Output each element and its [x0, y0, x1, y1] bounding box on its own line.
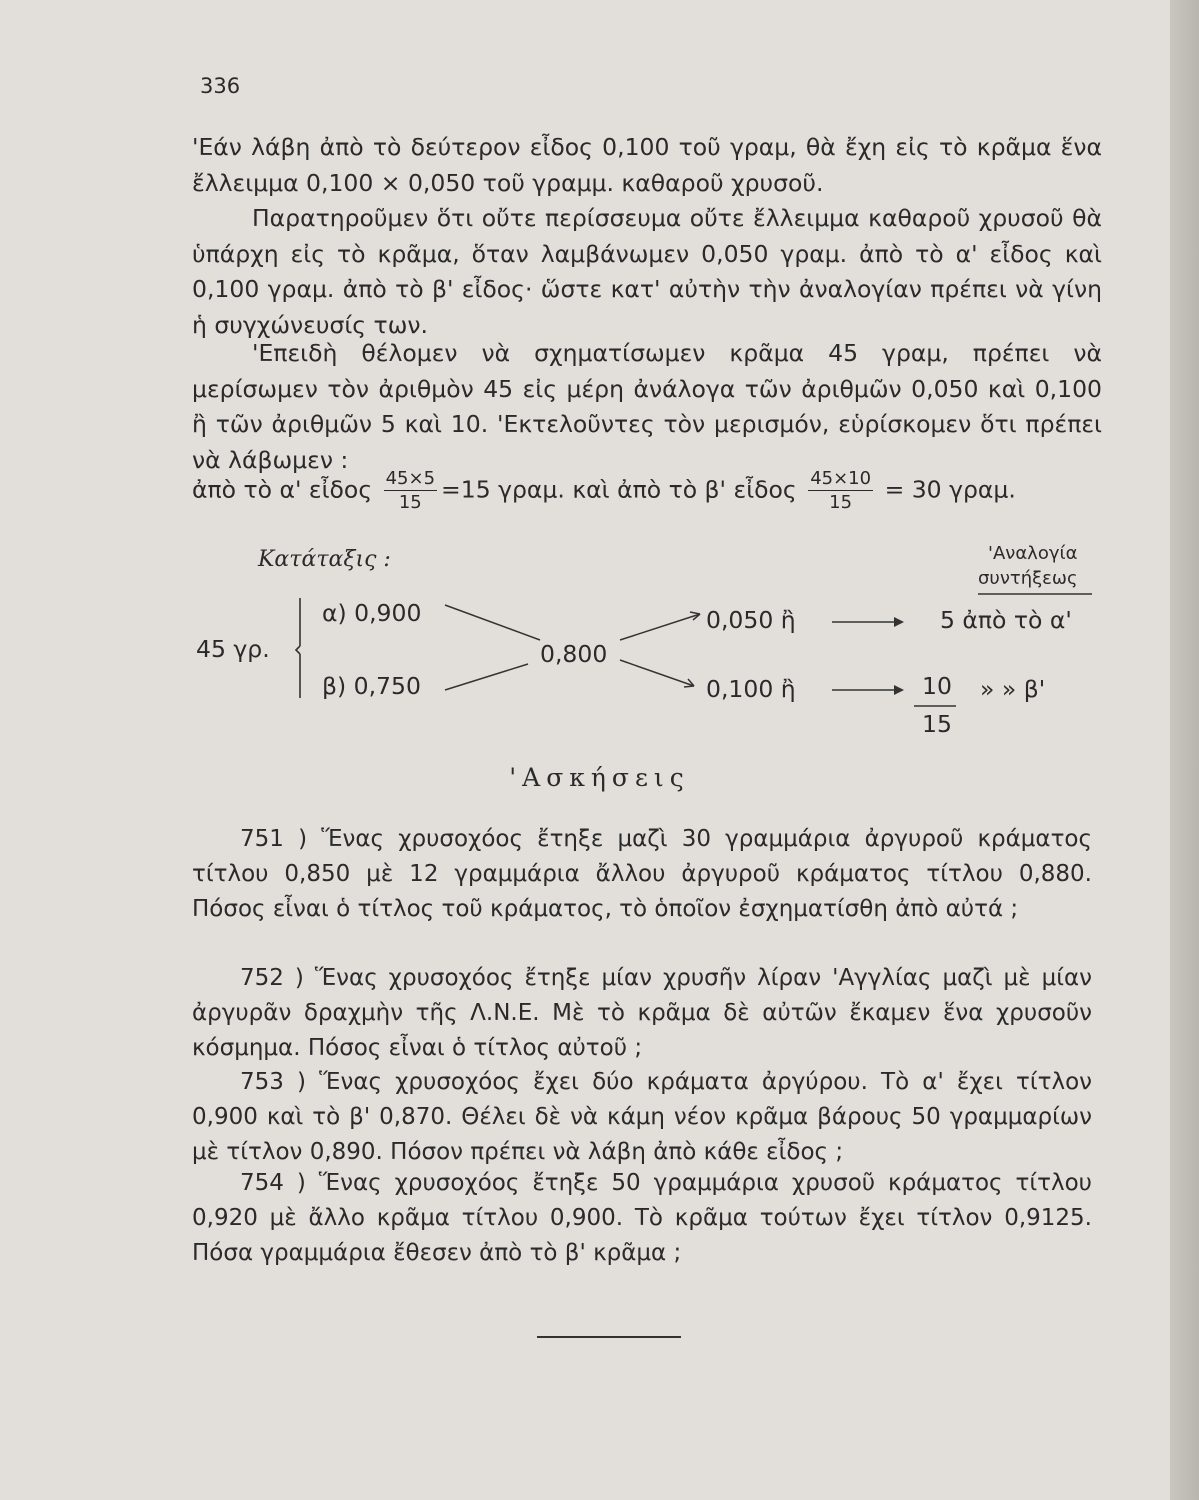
exercise-751: 751 ) Ἕνας χρυσοχόος ἔτηξε μαζὶ 30 γραμμάρια ἀργυροῦ κράματος τίτλου 0,850 μὲ 12 γραμμάρια ἄλλου ἀργυροῦ κράματος τίτλου 0,880. Πόσος εἶναι ὁ τίτλος τοῦ κράματος, τὸ ὁποῖον ἐσχηματίσθη ἀπὸ αὐτά ;: [192, 826, 1092, 922]
paragraph-3: 'Επειδὴ θέλομεν νὰ σχηματίσωμεν κρᾶμα 45 γραμ, πρέπει νὰ μερίσωμεν τὸν ἀριθμὸν 45 εἰς μέρη ἀνάλογα τῶν ἀριθμῶν 0,050 καὶ 0,100 ἢ τῶν ἀριθμῶν 5 καὶ 10. 'Εκτελοῦντες τὸν μερισμόν, εὑρίσκομεν ὅτι πρέπει νὰ λάβωμεν :: [192, 339, 1102, 474]
end-rule: [537, 1336, 681, 1338]
fraction-b-numerator: 45×10: [810, 468, 872, 489]
cross-line-a-to-middle: [445, 605, 540, 640]
formula-part1: ἀπὸ τὸ α' εἶδος: [192, 475, 373, 504]
scheme-middle-value: 0,800: [540, 640, 608, 668]
scheme-ratio-a: 5 ἀπὸ τὸ α': [940, 606, 1072, 634]
scheme-label: Κατάταξις :: [258, 547, 391, 572]
fraction-a-numerator: 45×5: [385, 468, 436, 489]
scheme-total: 45 γρ.: [196, 635, 270, 663]
scheme-ratio-b-numerator: 10: [922, 672, 952, 700]
scheme-a-value: α) 0,900: [322, 599, 422, 627]
scheme-ratio-b-rest: » » β': [980, 675, 1046, 703]
scheme-ratio-b-denominator: 15: [922, 710, 952, 738]
scheme-diff-b: 0,100 ἢ: [706, 675, 796, 703]
paragraph-2: Παρατηροῦμεν ὅτι οὔτε περίσσευμα οὔτε ἔλλειμμα καθαροῦ χρυσοῦ θὰ ὑπάρχη εἰς τὸ κρᾶμα, ὅταν λαμβάνωμεν 0,050 γραμ. ἀπὸ τὸ α' εἶδος καὶ 0,100 γραμ. ἀπὸ τὸ β' εἶδος· ὥστε κατ' αὐτὴν τὴν ἀναλογίαν πρέπει νὰ γίνη ἡ συγχώνευσίς των.: [192, 204, 1102, 339]
cross-line-b-to-middle: [445, 664, 528, 690]
scheme-b-value: β) 0,750: [322, 672, 421, 700]
formula-part3: = 30 γραμ.: [884, 475, 1016, 504]
fraction-b-denominator: 15: [829, 492, 853, 513]
exercise-754: 754 ) Ἕνας χρυσοχόος ἔτηξε 50 γραμμάρια χρυσοῦ κράματος τίτλου 0,920 μὲ ἄλλο κρᾶμα τίτλου 0,900. Τὸ κρᾶμα τούτων ἔχει τίτλον 0,9125. Πόσα γραμμάρια ἔθεσεν ἀπὸ τὸ β' κρᾶμα ;: [192, 1170, 1092, 1266]
arrow-line-up: [620, 614, 700, 640]
exercise-752: 752 ) Ἕνας χρυσοχόος ἔτηξε μίαν χρυσῆν λίραν 'Αγγλίας μαζὶ μὲ μίαν ἀργυρᾶν δραχμὴν τῆς Λ.Ν.Ε. Μὲ τὸ κρᾶμα δὲ αὐτῶν ἔκαμεν ἕνα χρυσοῦν κόσμημα. Πόσος εἶναι ὁ τίτλος αὐτοῦ ;: [192, 965, 1092, 1061]
page-number: 336: [200, 74, 241, 98]
exercise-753: 753 ) Ἕνας χρυσοχόος ἔχει δύο κράματα ἀργύρου. Τὸ α' ἔχει τίτλον 0,900 καὶ τὸ β' 0,870. Θέλει δὲ νὰ κάμη νέον κρᾶμα βάρους 50 γραμμαρίων μὲ τίτλον 0,890. Πόσον πρέπει νὰ λάβη ἀπὸ κάθε εἶδος ;: [192, 1069, 1092, 1165]
arrow-line-down: [620, 660, 694, 686]
scheme-diff-a: 0,050 ἢ: [706, 606, 796, 634]
formula-part2: =15 γραμ. καὶ ἀπὸ τὸ β' εἶδος: [441, 475, 797, 504]
fraction-a-denominator: 15: [398, 492, 422, 513]
paragraph-1: 'Εάν λάβη ἀπὸ τὸ δεύτερον εἶδος 0,100 τοῦ γραμ, θὰ ἔχη εἰς τὸ κρᾶμα ἕνα ἔλλειμμα 0,100 × 0,050 τοῦ γραμμ. καθαροῦ χρυσοῦ.: [192, 133, 1102, 197]
ratio-header-line1: 'Αναλογία: [988, 543, 1078, 564]
brace-tip: [296, 646, 300, 654]
long-arrow-a-head: [894, 617, 904, 627]
ratio-header-line2: συντήξεως: [978, 568, 1078, 589]
long-arrow-b-head: [894, 685, 904, 695]
exercises-heading: 'Ασκήσεις: [509, 763, 690, 792]
